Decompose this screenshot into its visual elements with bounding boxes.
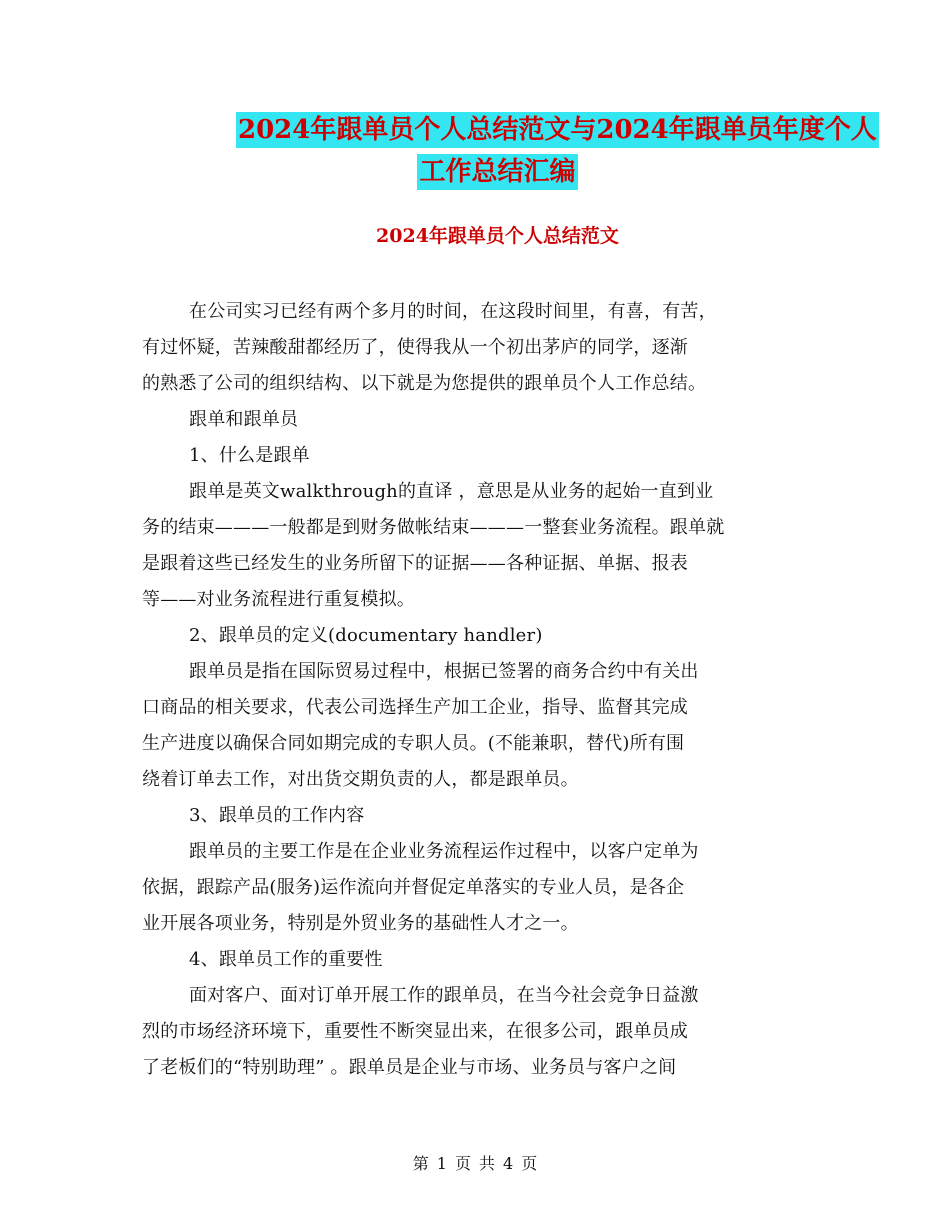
paragraph-line: 依据，跟踪产品(服务)运作流向并督促定单落实的专业人员，是各企 [142, 877, 685, 898]
section-heading: 跟单和跟单员 [189, 409, 299, 430]
section-heading: 1、什么是跟单 [189, 445, 310, 466]
paragraph-line: 务的结束———一般都是到财务做帐结束———一整套业务流程。跟单就 [142, 517, 725, 538]
paragraph-line: 等——对业务流程进行重复模拟。 [142, 589, 415, 610]
document-title [140, 112, 877, 190]
paragraph-line: 跟单员的主要工作是在企业业务流程运作过程中，以客户定单为 [189, 841, 699, 862]
paragraph-line: 绕着订单去工作，对出货交期负责的人，都是跟单员。 [142, 769, 579, 790]
paragraph-line: 了老板们的“特别助理” 。跟单员是企业与市场、业务员与客户之间 [142, 1057, 677, 1078]
section-heading: 4、跟单员工作的重要性 [189, 949, 383, 970]
section-title: 2024年跟单员个人总结范文 [376, 225, 619, 247]
title-line-2: 工作总结汇编 [417, 154, 577, 190]
paragraph-line: 跟单员是指在国际贸易过程中，根据已签署的商务合约中有关出 [189, 661, 699, 682]
page-unit: 页 [454, 1154, 471, 1173]
section-heading: 3、跟单员的工作内容 [189, 805, 365, 826]
total-pages: 4 [503, 1154, 514, 1173]
page-label: 第 [412, 1154, 429, 1173]
paragraph-line: 烈的市场经济环境下，重要性不断突显出来，在很多公司，跟单员成 [142, 1021, 688, 1042]
title-line-1: 2024年跟单员个人总结范文与2024年跟单员年度个人 [236, 112, 879, 148]
paragraph-line: 生产进度以确保合同如期完成的专职人员。(不能兼职，替代)所有围 [142, 733, 685, 754]
total-unit: 页 [521, 1154, 538, 1173]
page-number: 1 [436, 1154, 447, 1173]
section-heading: 2、跟单员的定义(documentary handler) [189, 625, 543, 646]
total-label: 共 [479, 1154, 496, 1173]
paragraph-line: 是跟着这些已经发生的业务所留下的证据——各种证据、单据、报表 [142, 553, 688, 574]
paragraph-line: 的熟悉了公司的组织结构、以下就是为您提供的跟单员个人工作总结。 [142, 373, 707, 394]
paragraph-line: 口商品的相关要求，代表公司选择生产加工企业，指导、监督其完成 [142, 697, 688, 718]
document-body [142, 294, 814, 1086]
paragraph-line: 面对客户、面对订单开展工作的跟单员，在当今社会竞争日益激 [189, 985, 699, 1006]
paragraph-line: 跟单是英文walkthrough的直译 ，意思是从业务的起始一直到业 [189, 481, 714, 502]
paragraph-line: 在公司实习已经有两个多月的时间，在这段时间里，有喜，有苦， [189, 301, 717, 322]
paragraph-line: 业开展各项业务，特别是外贸业务的基础性人才之一。 [142, 913, 579, 934]
paragraph-line: 有过怀疑，苦辣酸甜都经历了，使得我从一个初出茅庐的同学，逐渐 [142, 337, 688, 358]
page-footer [0, 1152, 950, 1176]
